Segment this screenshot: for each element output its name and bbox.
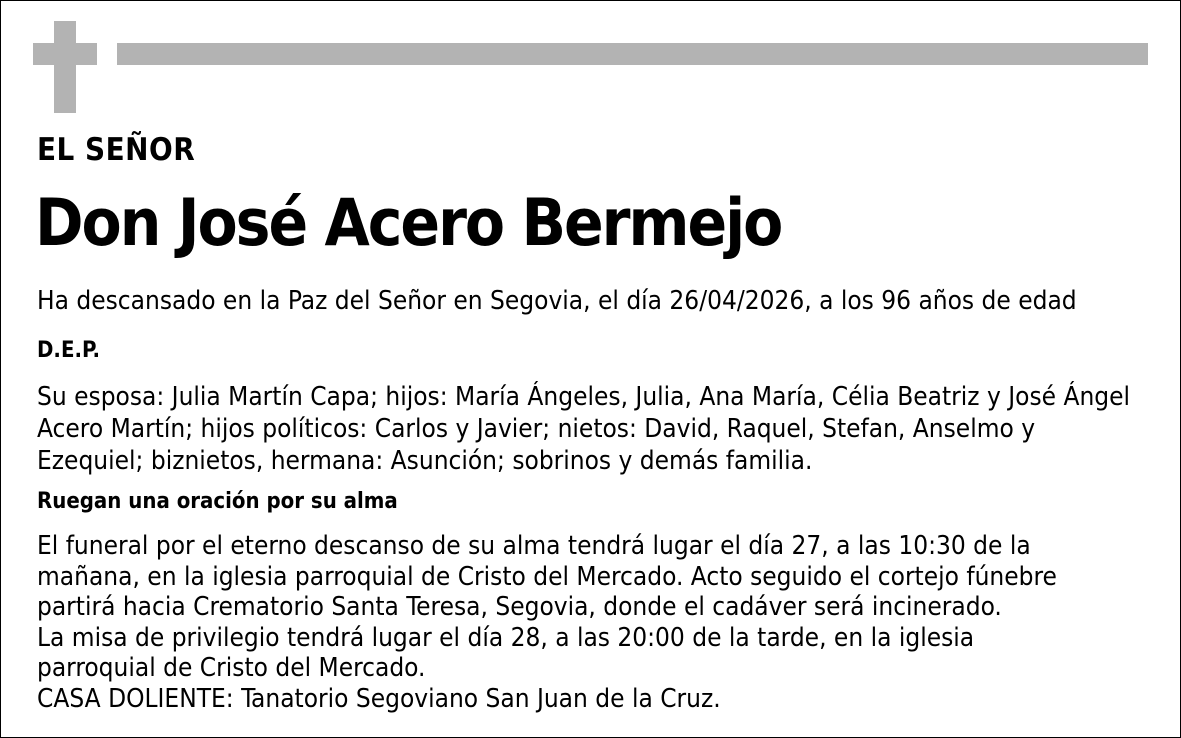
family-list: Su esposa: Julia Martín Capa; hijos: María Ángeles, Julia, Ana María, Célia Beatriz y José Ángel Acero Martín; hijos políticos: Carlos y Javier; nietos: David, Raquel, Stefan, Anselmo y Ezequiel; biznietos, hermana: Asunción; sobrinos y demás familia. (37, 382, 1131, 476)
header-rule (117, 43, 1148, 65)
cross-vertical-bar (54, 21, 76, 113)
rip-label: D.E.P. (37, 338, 100, 363)
service-line: El funeral por el eterno descanso de su alma tendrá lugar el día 27, a las 10:30 de la (37, 531, 1031, 561)
deceased-name: Don José Acero Bermejo (35, 186, 782, 261)
prayer-request: Ruegan una oración por su alma (37, 489, 398, 514)
service-details (37, 531, 1137, 714)
service-line: mañana, en la iglesia parroquial de Cristo del Mercado. Acto seguido el cortejo fúnebre (37, 561, 1057, 592)
cross-horizontal-bar (33, 43, 97, 65)
service-line: CASA DOLIENTE: Tanatorio Segoviano San Juan de la Cruz. (37, 683, 721, 714)
service-line: La misa de privilegio tendrá lugar el día 28, a las 20:00 de la tarde, en la iglesia (37, 622, 975, 653)
service-line: partirá hacia Crematorio Santa Teresa, Segovia, donde el cadáver será incinerado. (37, 592, 1002, 622)
title-prefix: EL SEÑOR (37, 132, 196, 168)
service-line: parroquial de Cristo del Mercado. (37, 653, 426, 683)
death-announcement: Ha descansado en la Paz del Señor en Segovia, el día 26/04/2026, a los 96 años de edad (37, 286, 1077, 316)
